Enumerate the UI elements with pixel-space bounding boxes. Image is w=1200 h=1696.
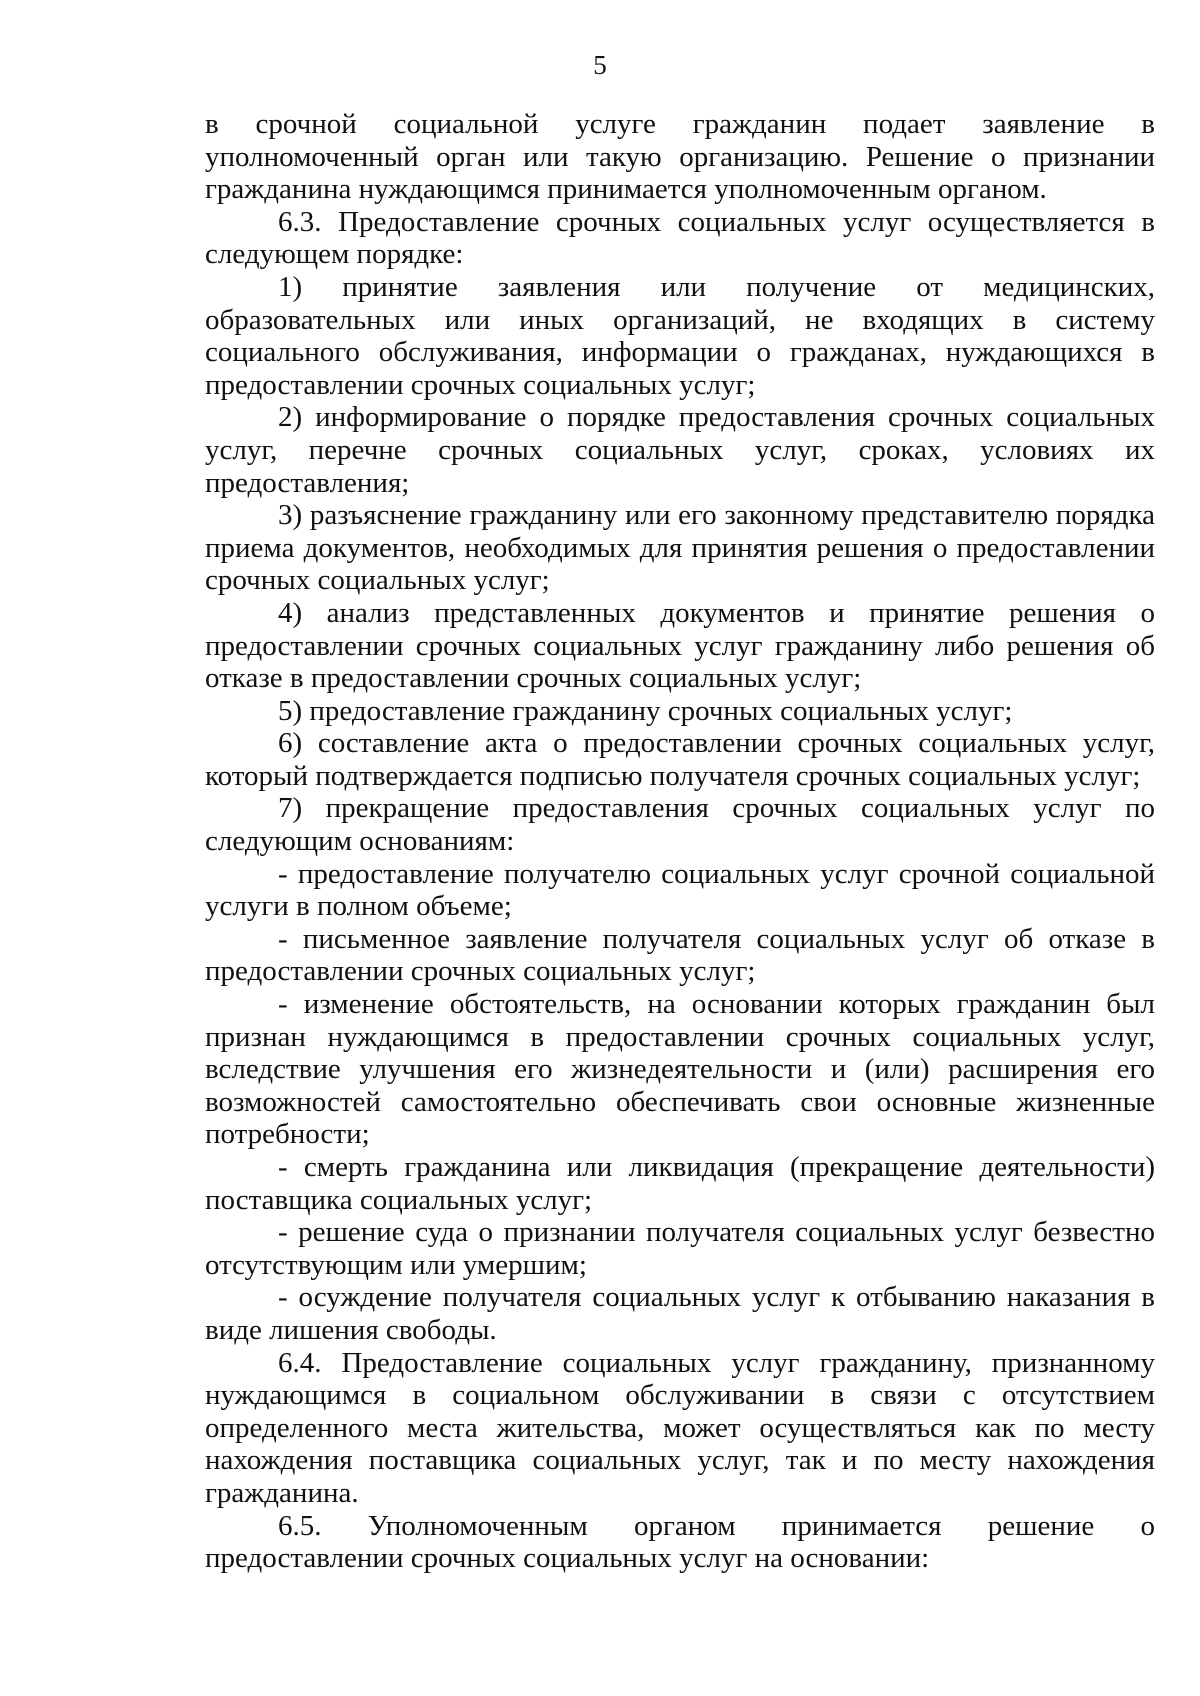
ground-item-1: - предоставление получателю социальных услуг срочной социальной услуги в полном объеме; xyxy=(205,857,1155,923)
ground-item-5: - решение суда о признании получателя социальных услуг безвестно отсутствующим или умершим; xyxy=(205,1216,1155,1281)
paragraph-6-3: 6.3. Предоставление срочных социальных услуг осуществляется в следующем порядке: xyxy=(205,205,1155,271)
page-number: 5 xyxy=(593,50,607,80)
ground-item-4: - смерть гражданина или ликвидация (прекращение деятельности) поставщика социальных услуг; xyxy=(205,1151,1155,1216)
list-item-2: 2) информирование о порядке предоставления срочных социальных услуг, перечне срочных социальных услуг, сроках, условиях их предоставления; xyxy=(205,401,1155,499)
ground-item-2: - письменное заявление получателя социальных услуг об отказе в предоставлении срочных социальных услуг; xyxy=(205,922,1155,988)
document-body xyxy=(205,108,1155,1575)
list-item-6: 6) составление акта о предоставлении срочных социальных услуг, который подтверждается подписью получателя срочных социальных услуг; xyxy=(205,727,1155,792)
ground-item-3: - изменение обстоятельств, на основании которых гражданин был признан нуждающимся в предоставлении срочных социальных услуг, вследствие улучшения его жизнедеятельности и (или) расширения его возможностей самостоятельно обеспечивать свои основные жизненные потребности; xyxy=(205,988,1155,1151)
list-item-5: 5) предоставление гражданину срочных социальных услуг; xyxy=(278,694,1013,727)
paragraph-6-4: 6.4. Предоставление социальных услуг гражданину, признанному нуждающимся в социальном обслуживании в связи с отсутствием определенного места жительства, может осуществляться как по месту нахождения поставщика социальных услуг, так и по месту нахождения гражданина. xyxy=(205,1346,1155,1509)
list-item-1: 1) принятие заявления или получение от медицинских, образовательных или иных организаций, не входящих в систему социального обслуживания, информации о гражданах, нуждающихся в предоставлении срочных социальных услуг; xyxy=(205,270,1155,401)
ground-item-6: - осуждение получателя социальных услуг к отбыванию наказания в виде лишения свободы. xyxy=(205,1281,1155,1346)
paragraph-6-5: 6.5. Уполномоченным органом принимается решение о предоставлении срочных социальных услуг на основании: xyxy=(205,1509,1155,1575)
list-item-3: 3) разъяснение гражданину или его законному представителю порядка приема документов, необходимых для принятия решения о предоставлении срочных социальных услуг; xyxy=(205,499,1155,597)
list-item-4: 4) анализ представленных документов и принятие решения о предоставлении срочных социальных услуг гражданину либо решения об отказе в предоставлении срочных социальных услуг; xyxy=(205,596,1155,695)
list-item-7: 7) прекращение предоставления срочных социальных услуг по следующим основаниям: xyxy=(205,792,1155,858)
paragraph-continuation: в срочной социальной услуге гражданин подает заявление в уполномоченный орган или такую организацию. Решение о признании гражданина нуждающимся принимается уполномоченным органом. xyxy=(205,108,1155,206)
